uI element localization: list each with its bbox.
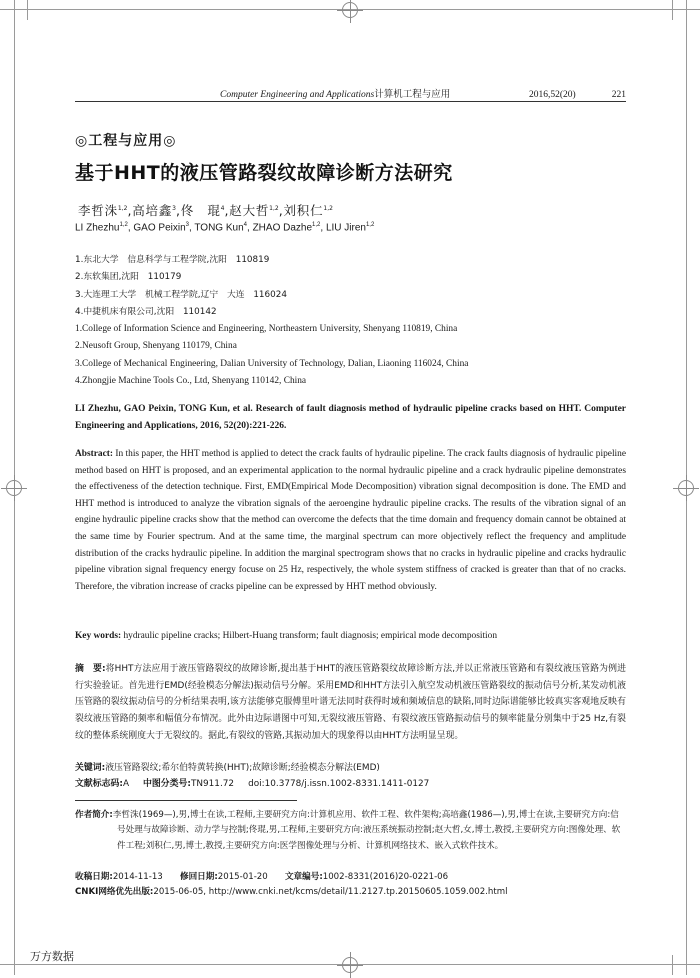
author-introduction [75, 808, 626, 854]
classification-line [75, 776, 429, 792]
abstract-text: In this paper, the HHT method is applied to detect the crack faults of hydraulic pipeline. The crack faults diagnosis of hydraulic pipeline method based on HHT is proposed, and an experimental application to the normal hydraulic pipeline and a crack hydraulic pipeline demonstrates the effectiveness of the detection technique. First, EMD(Empirical Mode Decomposition) vibration signal decomposition is done. The EMD and HHT method is introduced to analyze the vibration signals of the aeroengine hydraulic pipeline cracks. The results of the vibration signal of an engine hydraulic pipeline cracks show that the method can overcome the defects that the time domain and frequency domain cannot be obtained at the same time by Fourier spectrum. And at the same time, the marginal spectrum can more objectively reflect the frequency and amplitude distribution of the cracks hydraulic pipeline. In addition the marginal spectrogram shows that no cracks in hydraulic pipeline and cracks hydraulic pipeline vibration signal frequency energy focuse on 25 Hz, respectively, the whole system stiffness of cracked is greater than that of no cracks. Therefore, the vibration increase of cracks pipeline can be expressed by HHT method obviously. [75, 449, 626, 592]
author-affil-ref: 1,2 [323, 204, 333, 212]
clc-label: 中图分类号: [143, 779, 191, 789]
affiliation-cn: 1.东北大学 信息科学与工程学院,沈阳 110819 [75, 255, 270, 265]
author-affil-ref: 1,2 [269, 204, 279, 212]
affiliation-cn: 4.中捷机床有限公司,沈阳 110142 [75, 306, 217, 317]
header-rule [75, 101, 626, 102]
registration-mark-bottom-icon [342, 957, 358, 973]
citation: LI Zhezhu, GAO Peixin, TONG Kun, et al. Research of fault diagnosis method of hydraulic pipeline cracks based on HHT. Computer Engineering and Applications, 2016, 52(20):221-226. [75, 404, 626, 431]
running-header [160, 88, 626, 102]
affiliation-en: 2.Neusoft Group, Shenyang 110179, China [75, 341, 237, 352]
author-list-en: LI Zhezhu$^{1,2}$, GAO Peixin$^3$, TONG Kun$^4$, ZHAO Dazhe$^{1,2}$, LIU Jiren$^{1,2}$ [75, 222, 375, 234]
registration-mark-right-icon [678, 480, 694, 496]
author: 李哲洙 [78, 203, 118, 218]
affiliation-en: 3.College of Mechanical Engineering, Dalian University of Technology, Dalian, Liaoning 116024, China [75, 358, 469, 369]
footnote-rule [75, 800, 297, 801]
author: 赵大哲 [229, 203, 270, 218]
author-affil-ref: 3 [172, 204, 176, 212]
cnki-text: 2015-06-05, http://www.cnki.net/kcms/detail/11.2127.tp.20150605.1059.002.html [153, 887, 508, 897]
received-date: 2014-11-13 [112, 872, 163, 882]
registration-mark-top-icon [342, 2, 358, 18]
keywords-cn-label: 关键词: [75, 763, 106, 773]
author-affil-ref: 1,2 [365, 222, 375, 228]
abstract-cn-text: 将HHT方法应用于液压管路裂纹的故障诊断,提出基于HHT的液压管路裂纹故障诊断方法,并以正常液压管路和有裂纹液压管路为例进行实验验证。首先进行EMD(经验模态分解法)振动信号分解。采用EMD和HHT方法引入航空发动机液压管路裂纹的振动信号分析,某发动机液压管路的裂纹振动信号的分析结果表明,该方法能够克服傅里叶谱无法同时获得时域和频域信息的缺陷,同时边际谱能够比较真实客观地反映有裂纹液压管路的频率和幅值分布情况。此外由边际谱图中可知,无裂纹液压管路、有裂纹液压管路振动信号的频率能量分别集中于25 Hz,有裂纹的整体系统刚度大于无裂纹的。据此,有裂纹的管路,其振动加大的现象得以由HHT方法明显呈现。 [75, 664, 626, 741]
author-affil-ref: 4 [243, 222, 247, 228]
author: GAO Peixin [133, 222, 186, 234]
author-affil-ref: 3 [185, 222, 189, 228]
affiliation-en: 4.Zhongjie Machine Tools Co., Ltd, Shenyang 110142, China [75, 376, 307, 387]
doc-code-label: 文献标志码: [75, 779, 123, 789]
keywords-text: hydraulic pipeline cracks; Hilbert-Huang transform; fault diagnosis; empirical mode decomposition [123, 631, 498, 641]
affiliation-cn: 3.大连理工大学 机械工程学院,辽宁 大连 116024 [75, 289, 287, 300]
journal-name-en: Computer Engineering and Applications [220, 90, 375, 100]
journal-name-cn: 计算机工程与应用 [374, 89, 451, 100]
author-intro-text: 李哲洙(1969—),男,博士在读,工程师,主要研究方向:计算机应用、软件工程、软件架构;高培鑫(1986—),男,博士在读,主要研究方向:信号处理与故障诊断、动力学与控制;佟琨,男,工程师,主要研究方向:液压系统振动控制;赵大哲,女,博士,教授,主要研究方向:图像处理、软件工程;刘积仁,男,博士,教授,主要研究方向:医学图像处理与分析、计算机网络技术、嵌入式软件技术。 [112, 810, 621, 851]
affiliation-cn: 2.东软集团,沈阳 110179 [75, 272, 182, 283]
section-label: ◎工程与应用◎ [75, 133, 177, 149]
article-no-label: 文章编号: [284, 872, 323, 882]
journal-name [220, 88, 450, 102]
abstract-cn [75, 661, 626, 745]
dates-line [75, 870, 448, 885]
cnki-label: CNKI网络优先出版: [75, 887, 154, 897]
author-list-cn: 李哲洙$^{1,2}$,高培鑫$^3$,佟 琨$^4$,赵大哲$^{1,2}$,刘积仁$^{1,2}$ [78, 203, 333, 218]
journal-issue: 2016,52(20) [529, 90, 576, 100]
keywords-en [75, 628, 626, 644]
author: TONG Kun [194, 222, 244, 234]
received-label: 收稿日期: [75, 872, 113, 882]
crop-mark-top-right [672, 0, 673, 20]
cnki-line [75, 885, 508, 900]
author-affil-ref: 1,2 [312, 222, 321, 228]
author: ZHAO Dazhe [252, 222, 313, 234]
crop-mark-bottom-right [672, 955, 673, 975]
keywords-label: Key words: [75, 631, 122, 641]
author-affil-ref: 1,2 [117, 204, 128, 212]
clc-code: TN911.72 [190, 779, 235, 789]
author-intro-label: 作者简介: [75, 810, 113, 820]
abstract-cn-label: 摘 要: [75, 664, 106, 674]
author: LI Zhezhu [75, 222, 120, 234]
affiliations [75, 252, 468, 390]
affiliation-en: 1.College of Information Science and Engineering, Northeastern University, Shenyang 110819, China [75, 324, 458, 335]
wanfang-watermark: 万方数据 [30, 950, 74, 963]
doc-code: A [122, 779, 130, 789]
author-affil-ref: 1,2 [119, 222, 128, 228]
abstract-label: Abstract: [75, 449, 114, 459]
author-affil-ref: 4 [220, 204, 225, 212]
author: LIU Jiren [325, 222, 366, 234]
crop-mark-top-left [27, 0, 28, 20]
doi: doi:10.3778/j.issn.1002-8331.1411-0127 [248, 779, 430, 789]
paper-title: 基于HHT的液压管路裂纹故障诊断方法研究 [75, 162, 453, 184]
keywords-cn [75, 760, 626, 776]
author: 佟 琨 [180, 203, 221, 218]
registration-mark-left-icon [6, 480, 22, 496]
abstract-en [75, 446, 626, 595]
revised-label: 修回日期: [179, 872, 218, 882]
article-no: 1002-8331(2016)20-0221-06 [322, 872, 449, 882]
author: 高培鑫 [132, 203, 173, 218]
author: 刘积仁 [283, 203, 324, 218]
keywords-cn-text: 液压管路裂纹;希尔伯特黄转换(HHT);故障诊断;经验模态分解法(EMD) [105, 763, 380, 773]
page-number: 221 [611, 90, 626, 100]
revised-date: 2015-01-20 [217, 872, 268, 882]
